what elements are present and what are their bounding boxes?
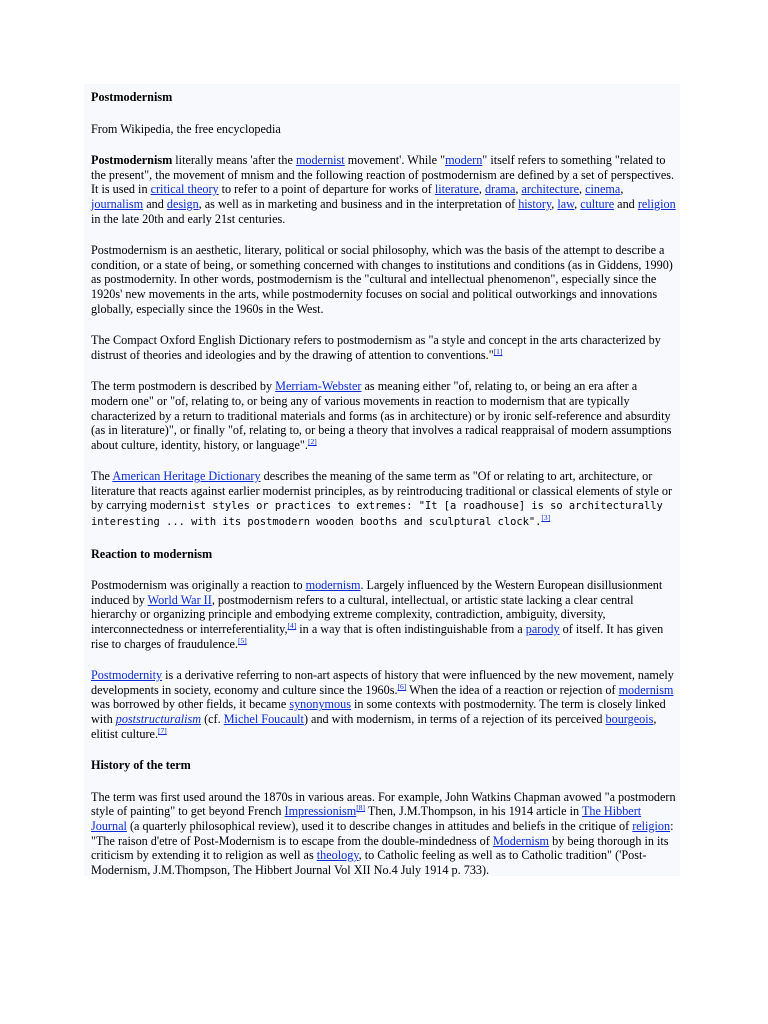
paragraph-reaction: Postmodernism was originally a reaction to modernism. Largely influenced by the Western European disillusionment induced by World War II, postmodernism refers to a cultural, intellectual, or artistic state lacking a clear central hierarchy or organizing principle and embodying extreme complexity, contradiction, ambiguity, diversity, interconnectedness or interreferentiality,[4] in a way that is often indistinguishable from a parody of itself. It has given rise to charges of fraudulence.[5] (91, 578, 664, 651)
subtitle: From Wikipedia, the free encyclopedia (91, 121, 281, 136)
link-cinema[interactable]: cinema (585, 182, 621, 197)
citation-1[interactable]: [1] (493, 346, 503, 356)
link-modernism-3[interactable]: Modernism (492, 833, 550, 848)
page-title: Postmodernism (91, 90, 173, 104)
paragraph-heritage: The American Heritage Dictionary describes the meaning of the same term as "Of or relating to art, architecture, or literature that reacts against earlier modernist principles, as by reintroducing traditional or classical elements of style or by carrying modernist styles or practices to extremes: "It [a roadhouse] is so architecturally interesting ... with its postmodern wooden booths and sculptural clock".[3] (91, 469, 673, 529)
link-history[interactable]: history (518, 196, 552, 211)
link-architecture[interactable]: architecture (521, 182, 580, 197)
link-synonymous[interactable]: synonymous (289, 697, 351, 712)
link-poststructuralism[interactable]: poststructuralism (115, 712, 202, 726)
link-american-heritage-dictionary[interactable]: American Heritage Dictionary (112, 469, 261, 484)
paragraph-philosophy: Postmodernism is an aesthetic, literary, political or social philosophy, which was the basis of the attempt to describe a condition, or a state of being, or something concerned with changes to institutions and conditions (as in Giddens, 1990) as postmodernity. In other words, postmodernism is the "cultural and intellectual phenomenon", especially since the 1920s' new movements in the arts, while postmodernity focuses on social and political outworkings and innovations globally, especially since the 1960s in the West. (91, 243, 673, 316)
link-theology[interactable]: theology (316, 848, 359, 863)
link-culture[interactable]: culture (580, 196, 615, 211)
citation-6[interactable]: [6] (397, 681, 407, 691)
link-critical-theory[interactable]: critical theory (150, 182, 219, 197)
paragraph-history: The term was first used around the 1870s in various areas. For example, John Watkins Chapman avowed "a postmodern style of painting" to get beyond French Impressionism[8] Then, J.M.Thompson, in his 1914 article in The Hibbert Journal (a quarterly philosophical review), used it to describe changes in attitudes and beliefs in the critique of religion: "The raison d'etre of Post-Modernism is to escape from the double-mindedness of Modernism by being thorough in its criticism by extending it to religion as well as theology, to Catholic feeling as well as to Catholic tradition" ('Post-Modernism, J.M.Thompson, The Hibbert Journal Vol XII No.4 July 1914 p. 733). (91, 789, 676, 877)
citation-7[interactable]: [7] (158, 725, 167, 735)
article-content (91, 90, 677, 877)
link-michel-foucault[interactable]: Michel Foucault (223, 712, 304, 726)
link-literature[interactable]: literature (434, 182, 479, 197)
link-impressionism[interactable]: Impressionism (284, 804, 357, 819)
link-bourgeois[interactable]: bourgeois (605, 712, 654, 726)
link-world-war-ii[interactable]: World War II (147, 592, 212, 607)
intro-paragraph: Postmodernism literally means 'after the modernist movement'. While "modern" itself refers to something "related to the present", the movement of mnism and the following reaction of postmodernism are defined by a set of perspectives. It is used in critical theory to refer to a point of departure for works of literature, drama, architecture, cinema, journalism and design, as well as in marketing and business and in the interpretation of history, law, culture and religion in the late 20th and early 21st centuries. (91, 153, 676, 226)
paragraph-oxford: The Compact Oxford English Dictionary refers to postmodernism as "a style and concept in the arts characterized by distrust of theories and ideologies and by the drawing of attention to conventions."[1] (91, 333, 661, 362)
quote-monospace: nist styles or practices to extremes: "It [a roadhouse] is so architecturally interesting ... with its postmodern wooden booths and sculptural clock". (91, 500, 663, 529)
term-bold: Postmodernism (91, 153, 173, 168)
link-hibbert-journal[interactable]: The Hibbert Journal (91, 804, 642, 833)
citation-2[interactable]: [2] (307, 436, 317, 446)
link-religion-2[interactable]: religion (632, 818, 671, 833)
link-modernist[interactable]: modernist (295, 153, 345, 168)
citation-3[interactable]: [3] (541, 513, 551, 522)
document-page (84, 84, 680, 876)
paragraph-postmodernity: Postmodernity is a derivative referring to non-art aspects of history that were influenced by the new movement, namely developments in society, economy and culture since the 1960s.[6] When the idea of a reaction or rejection of modernism was borrowed by other fields, it became synonymous in some contexts with postmodernity. The term is closely linked with poststructuralism (cf. Michel Foucault) and with modernism, in terms of a rejection of its perceived bourgeois, elitist culture.[7] (91, 668, 674, 741)
link-modernism-2[interactable]: modernism (618, 682, 674, 697)
section-heading-history: History of the term (91, 758, 191, 773)
link-drama[interactable]: drama (484, 182, 516, 197)
link-law[interactable]: law (557, 196, 575, 211)
citation-8[interactable]: [8] (356, 803, 366, 813)
link-design[interactable]: design (166, 196, 199, 211)
link-parody[interactable]: parody (525, 622, 560, 637)
link-postmodernity[interactable]: Postmodernity (91, 668, 163, 683)
link-modern[interactable]: modern (445, 153, 483, 168)
link-religion[interactable]: religion (637, 196, 676, 211)
citation-5[interactable]: [5] (237, 635, 247, 645)
link-modernism[interactable]: modernism (305, 578, 361, 593)
section-heading-reaction: Reaction to modernism (91, 546, 213, 561)
citation-4[interactable]: [4] (287, 620, 297, 630)
link-merriam-webster[interactable]: Merriam-Webster (275, 379, 362, 394)
link-journalism[interactable]: journalism (91, 196, 144, 211)
paragraph-merriam: The term postmodern is described by Merriam-Webster as meaning either "of, relating to, or being an era after a modern one" or "of, relating to, or being any of various movements in reaction to modernism that are typically characterized by a return to traditional materials and forms (as in architecture) or by ironic self-reference and absurdity (as in literature)", or finally "of, relating to, or being a theory that involves a radical reappraisal of modern assumptions about culture, identity, history, or language".[2] (91, 379, 672, 452)
